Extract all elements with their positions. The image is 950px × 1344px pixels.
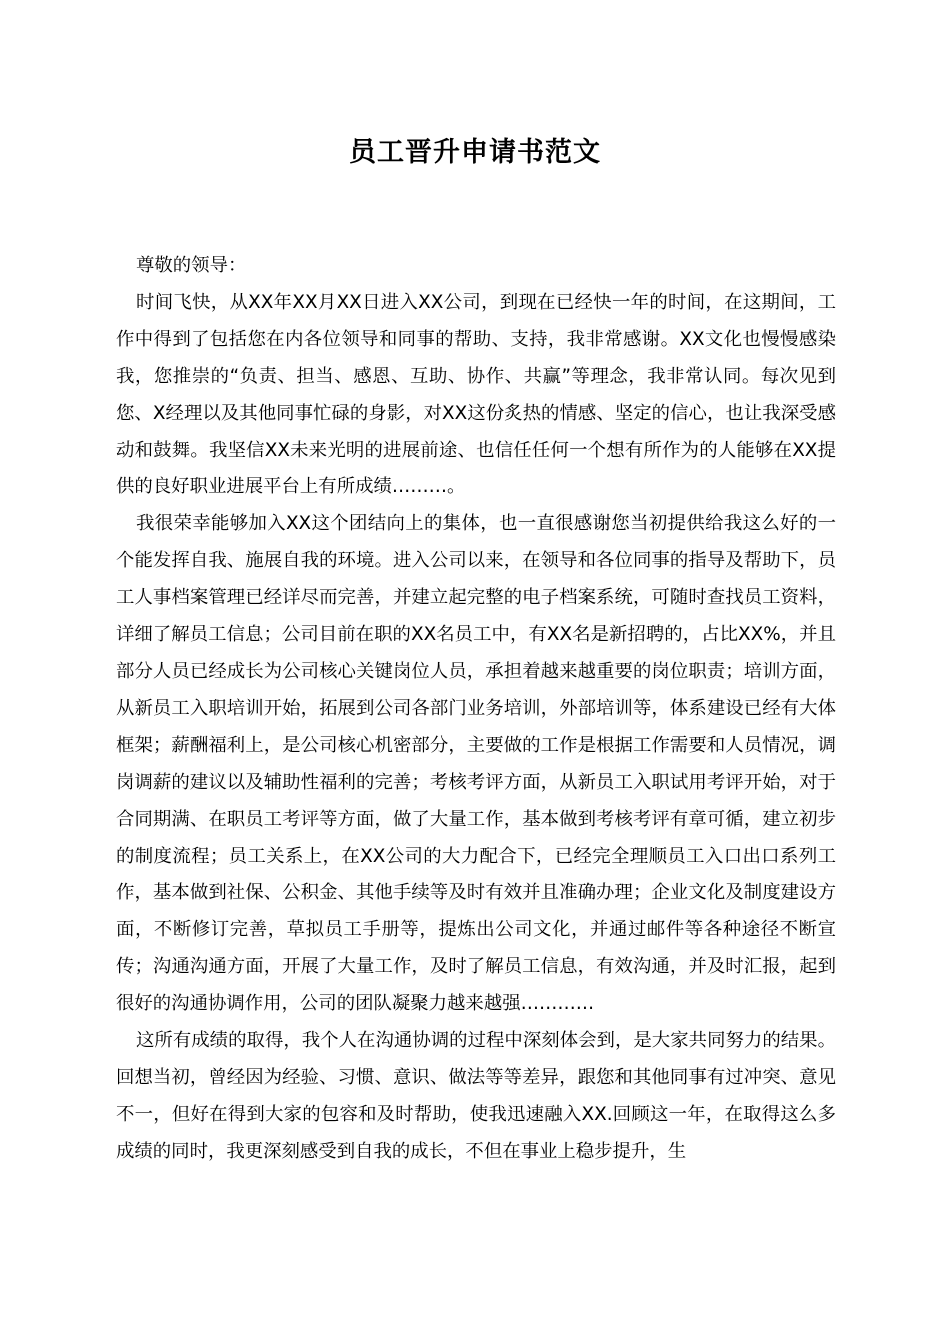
salutation: 尊敬的领导： — [136, 255, 247, 276]
document-body — [116, 248, 836, 1171]
paragraph-reflection: 这所有成绩的取得，我个人在沟通协调的过程中深刻体会到，是大家共同努力的结果。回想当初，曾经因为经验、习惯、意识、做法等等差异，跟您和其他同事有过冲突、意见不一，但好在得到大家的包容和及时帮助，使我迅速融入XX.回顾这一年，在取得这么多成绩的同时，我更深刻感受到自我的成长，不但在事业上稳步提升，生 — [116, 1030, 836, 1162]
paragraph-achievements: 我很荣幸能够加入XX这个团结向上的集体，也一直很感谢您当初提供给我这么好的一个能发挥自我、施展自我的环境。进入公司以来，在领导和各位同事的指导及帮助下，员工人事档案管理已经详尽而完善，并建立起完整的电子档案系统，可随时查找员工资料，详细了解员工信息；公司目前在职的XX名员工中，有XX名是新招聘的，占比XX%，并且部分人员已经成长为公司核心关键岗位人员，承担着越来越重要的岗位职责；培训方面，从新员工入职培训开始，拓展到公司各部门业务培训，外部培训等，体系建设已经有大体框架；薪酬福利上，是公司核心机密部分，主要做的工作是根据工作需要和人员情况，调岗调薪的建议以及辅助性福利的完善；考核考评方面，从新员工入职试用考评开始，对于合同期满、在职员工考评等方面，做了大量工作，基本做到考核考评有章可循，建立初步的制度流程；员工关系上，在XX公司的大力配合下，已经完全理顺员工入口出口系列工作，基本做到社保、公积金、其他手续等及时有效并且准确办理；企业文化及制度建设方面，不断修订完善，草拟员工手册等，提炼出公司文化，并通过邮件等各种途径不断宣传；沟通沟通方面，开展了大量工作，及时了解员工信息，有效沟通，并及时汇报，起到很好的沟通协调作用，公司的团队凝聚力越来越强………… — [116, 513, 836, 1015]
paragraph-intro: 时间飞快，从XX年XX月XX日进入XX公司，到现在已经快一年的时间，在这期间，工作中得到了包括您在内各位领导和同事的帮助、支持，我非常感谢。XX文化也慢慢感染我，您推崇的“负责、担当、感恩、互助、协作、共赢”等理念，我非常认同。每次见到您、X经理以及其他同事忙碌的身影，对XX这份炙热的情感、坚定的信心，也让我深受感动和鼓舞。我坚信XX未来光明的进展前途、也信任任何一个想有所作为的人能够在XX提供的良好职业进展平台上有所成绩………。 — [116, 291, 836, 498]
document-title: 员工晋升申请书范文 — [349, 137, 601, 168]
